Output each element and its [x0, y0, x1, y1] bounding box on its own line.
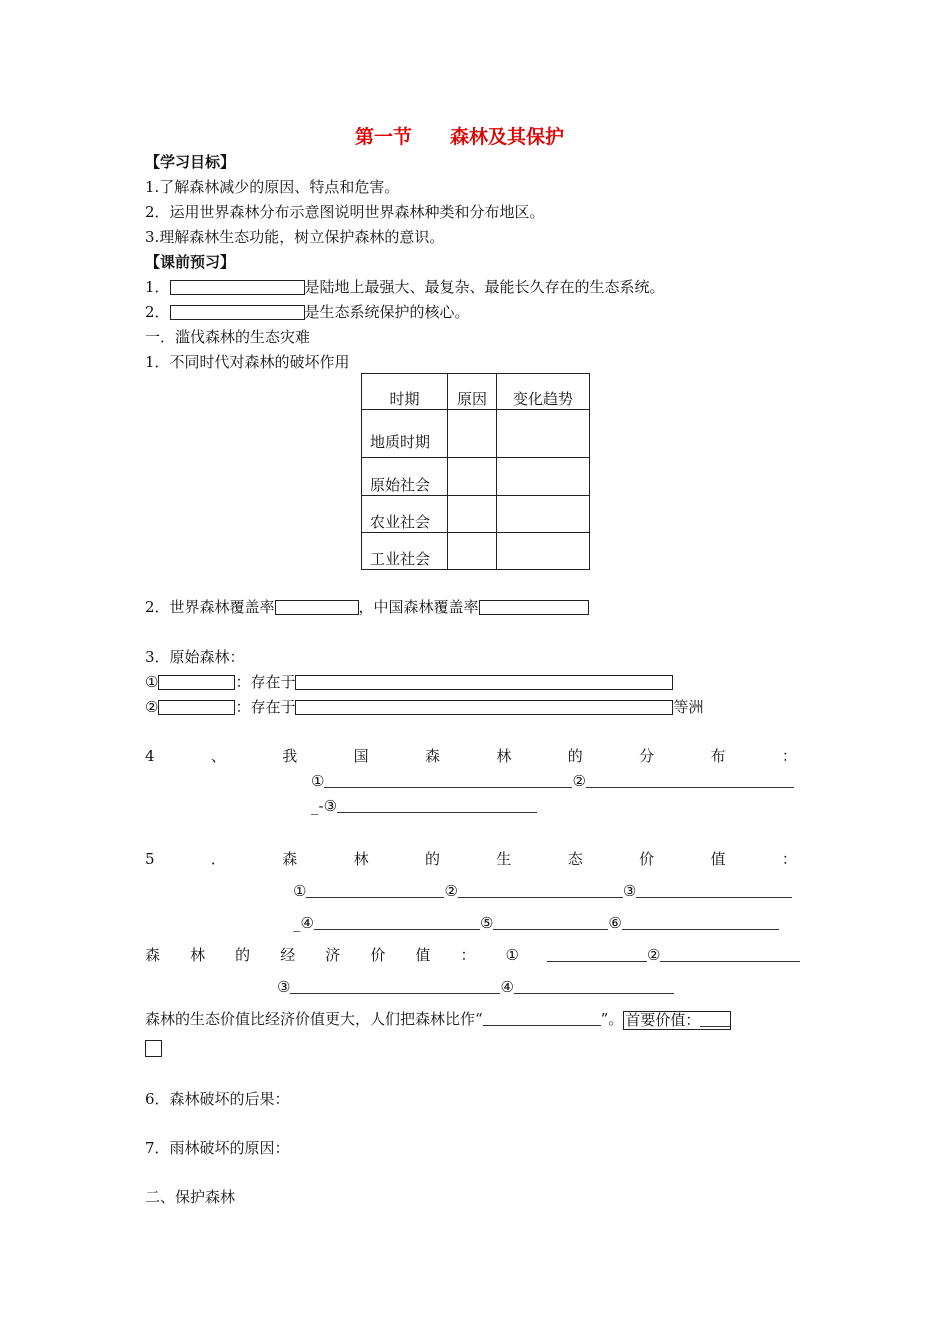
q4-char: 4: [145, 747, 155, 765]
location-box[interactable]: [295, 675, 673, 690]
location-box[interactable]: [295, 700, 673, 715]
q3-item-2-suffix: 等洲: [673, 698, 704, 716]
preview-heading: 【课前预习】: [145, 253, 236, 271]
table-cell[interactable]: [448, 410, 497, 458]
circle-1: ①: [145, 673, 159, 691]
section1-heading: 一．滥伐森林的生态灾难: [145, 328, 311, 346]
q4-char: 布: [710, 747, 726, 765]
preview-q1: [145, 277, 665, 297]
answer-blank[interactable]: [636, 883, 792, 898]
answer-blank[interactable]: [660, 947, 800, 962]
goal-item-3: 3.理解森林生态功能，树立保护森林的意识。: [145, 228, 445, 246]
q4-char: 森: [425, 747, 441, 765]
q5-heading: [145, 849, 797, 869]
circle-3: _-③: [311, 797, 338, 815]
q5-char: ．: [210, 850, 226, 868]
q3-item-1: [145, 672, 673, 692]
answer-blank[interactable]: [306, 883, 444, 898]
answer-blank[interactable]: [483, 1011, 601, 1026]
table-cell[interactable]: [448, 496, 497, 533]
preview-q2: [145, 302, 470, 322]
table-cell[interactable]: [497, 533, 590, 570]
q3-heading: 3．原始森林：: [145, 648, 245, 666]
econ-char: 济: [325, 946, 341, 964]
answer-blank[interactable]: [586, 773, 794, 788]
answer-blank[interactable]: [493, 915, 608, 930]
circle-3: ③: [622, 882, 637, 900]
answer-box[interactable]: [170, 305, 305, 320]
q4-line-2: [311, 796, 537, 816]
preview-q1-number: 1．: [145, 278, 170, 296]
q5-char: 价: [639, 850, 655, 868]
world-coverage-box[interactable]: [275, 600, 359, 615]
q4-char: 分: [639, 747, 655, 765]
q5-char: 态: [567, 850, 583, 868]
answer-blank[interactable]: [314, 915, 480, 930]
preview-q2-number: 2．: [145, 303, 170, 321]
goals-heading: 【学习目标】: [145, 153, 236, 171]
circle-2: ②: [444, 882, 458, 900]
q5-char: 生: [496, 850, 512, 868]
table-header: 变化趋势: [497, 374, 590, 410]
econ-char: 的: [235, 946, 251, 964]
q5-char: 森: [282, 850, 298, 868]
econ-char: 价: [370, 946, 386, 964]
answer-blank[interactable]: [458, 883, 623, 898]
answer-box[interactable]: [170, 280, 305, 295]
circle-1: ①: [293, 882, 307, 900]
circle-1: ①: [505, 946, 519, 964]
goal-item-2: 2．运用世界森林分布示意图说明世界森林种类和分布地区。: [145, 203, 545, 221]
q4-char: 、: [210, 747, 226, 765]
econ-char: 值: [415, 946, 431, 964]
econ-line: [145, 945, 807, 965]
table-cell[interactable]: [448, 458, 497, 496]
q4-char: 的: [567, 747, 583, 765]
circle-3: ③: [277, 978, 291, 996]
q5-line-1: [293, 881, 792, 901]
coverage-middle: ，中国森林覆盖率: [358, 598, 479, 616]
circle-6: ⑥: [608, 914, 622, 932]
compare-text: 森林的生态价值比经济价值更大，人们把森林比作“: [145, 1010, 483, 1028]
china-coverage-box[interactable]: [479, 600, 589, 615]
answer-blank[interactable]: [290, 979, 500, 994]
checkbox-square[interactable]: [145, 1040, 162, 1057]
circle-4: ④: [500, 978, 514, 996]
section1-sub1: 1．不同时代对森林的破坏作用: [145, 353, 350, 371]
answer-blank[interactable]: [514, 979, 674, 994]
circle-5: ⑤: [479, 914, 494, 932]
answer-blank[interactable]: [622, 915, 779, 930]
answer-blank[interactable]: [700, 1012, 730, 1027]
q4-char: 国: [353, 747, 369, 765]
q5-char: 林: [353, 850, 369, 868]
q3-item-2: [145, 697, 703, 717]
answer-blank[interactable]: [324, 773, 572, 788]
econ-char: ：: [460, 946, 476, 964]
forest-type-box[interactable]: [158, 700, 235, 715]
q5-char: ：: [781, 850, 797, 868]
econ-char: 林: [190, 946, 206, 964]
coverage-prefix: 2．世界森林覆盖率: [145, 598, 275, 616]
table-cell[interactable]: [497, 458, 590, 496]
table-cell[interactable]: [497, 410, 590, 458]
q7: 7．雨林破坏的原因：: [145, 1139, 290, 1157]
table-row-label: 农业社会: [362, 496, 448, 533]
econ-char: 经: [280, 946, 296, 964]
econ-line-2: [277, 977, 674, 997]
q5-char: 5: [145, 850, 155, 868]
goal-item-1: 1.了解森林减少的原因、特点和危害。: [145, 178, 400, 196]
q6: 6．森林破坏的后果：: [145, 1090, 290, 1108]
q5-char: 的: [425, 850, 441, 868]
answer-blank[interactable]: [337, 798, 537, 813]
q4-char: ：: [781, 747, 797, 765]
primary-value-label: 首要价值：: [625, 1011, 701, 1029]
page-title: 第一节 森林及其保护: [355, 126, 565, 148]
circle-1: ①: [311, 772, 325, 790]
period-table: [361, 373, 590, 570]
preview-q2-text: 是生态系统保护的核心。: [304, 303, 470, 321]
circle-2: ②: [647, 946, 661, 964]
primary-value-box[interactable]: [623, 1011, 731, 1030]
q3-item-1-text: ：存在于: [235, 673, 296, 691]
answer-blank[interactable]: [547, 947, 647, 962]
section2-heading: 二、保护森林: [145, 1188, 236, 1206]
circle-2: ②: [145, 698, 159, 716]
econ-char: 森: [145, 946, 161, 964]
compare-line: [145, 1009, 731, 1030]
table-row-label: 原始社会: [362, 458, 448, 496]
q4-line-1: [311, 771, 794, 791]
table-cell[interactable]: [497, 496, 590, 533]
preview-q1-text: 是陆地上最强大、最复杂、最能长久存在的生态系统。: [304, 278, 665, 296]
q3-item-2-text: ：存在于: [235, 698, 296, 716]
q4-char: 林: [496, 747, 512, 765]
coverage-line: [145, 597, 589, 617]
circle-2: ②: [572, 772, 586, 790]
forest-type-box[interactable]: [158, 675, 235, 690]
q5-line-2: [293, 913, 779, 933]
table-row-label: 工业社会: [362, 533, 448, 570]
table-cell[interactable]: [448, 533, 497, 570]
circle-4: _④: [293, 914, 314, 932]
table-header: 原因: [448, 374, 497, 410]
q4-heading: [145, 746, 797, 766]
table-row-label: 地质时期: [362, 410, 448, 458]
econ-heading: [145, 945, 519, 965]
q5-char: 值: [710, 850, 726, 868]
q4-char: 我: [282, 747, 298, 765]
compare-close: ”。: [600, 1010, 624, 1028]
table-header: 时期: [362, 374, 448, 410]
